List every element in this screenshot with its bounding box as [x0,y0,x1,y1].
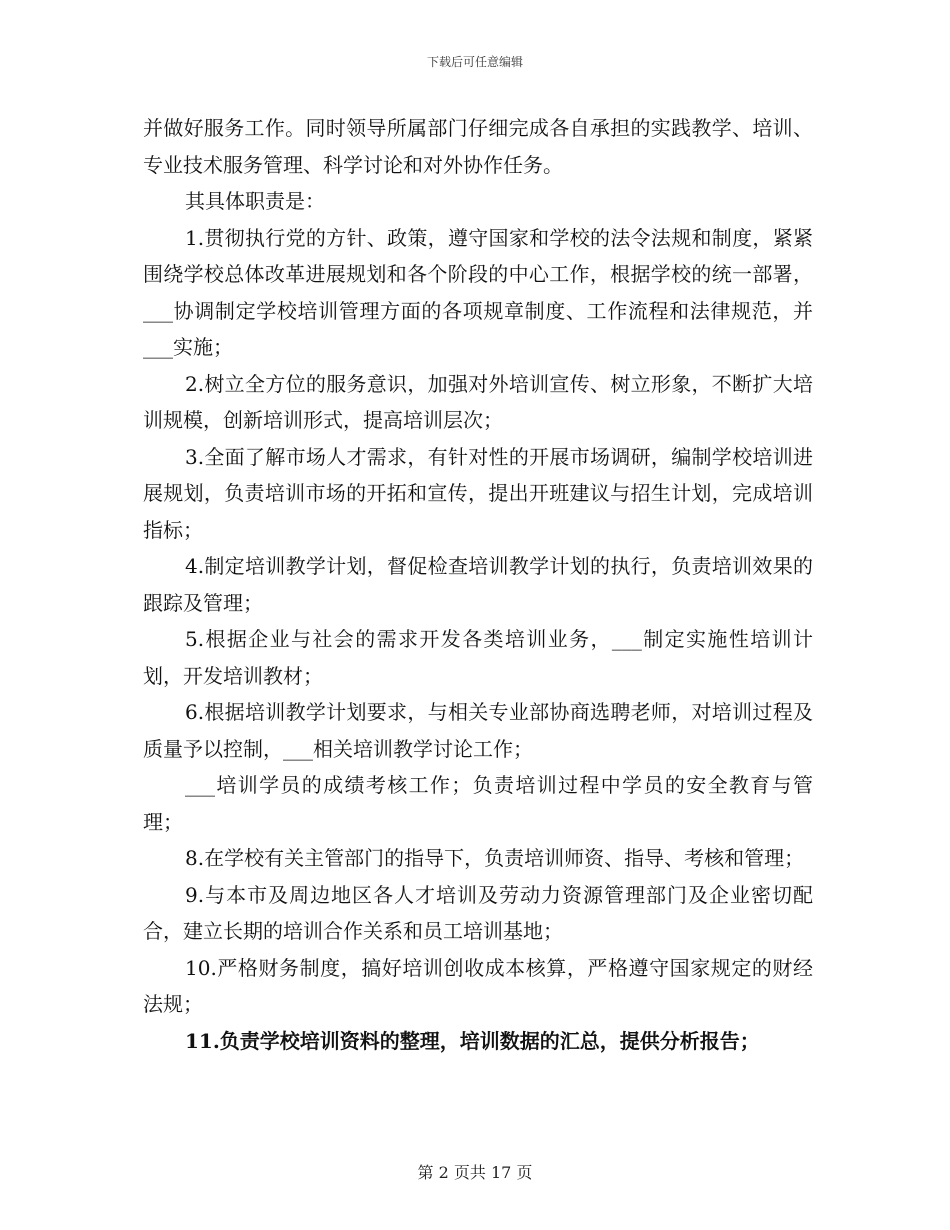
paragraph-duty-1: 1.贯彻执行党的方针、政策，遵守国家和学校的法令法规和制度，紧紧围绕学校总体改革进展规划和各个阶段的中心工作，根据学校的统一部署，___协调制定学校培训管理方面的各项规章制度、工作流程和法律规范，并___实施； [143,225,813,359]
paragraph-duty-8: 8.在学校有关主管部门的指导下，负责培训师资、指导、考核和管理； [185,846,805,870]
paragraph-duty-4: 4.制定培训教学计划，督促检查培训教学计划的执行，负责培训效果的跟踪及管理； [143,554,813,615]
page-header-note: 下载后可任意编辑 [426,55,523,69]
paragraph-duty-3: 3.全面了解市场人才需求，有针对性的开展市场调研，编制学校培训进展规划，负责培训市场的开拓和宣传，提出开班建议与招生计划，完成培训指标； [143,444,813,542]
paragraph-duty-2: 2.树立全方位的服务意识，加强对外培训宣传、树立形象，不断扩大培训规模，创新培训形式，提高培训层次； [143,371,813,432]
paragraph-duty-6: 6.根据培训教学计划要求，与相关专业部协商选聘老师，对培训过程及质量予以控制，___相关培训教学讨论工作； [143,700,813,761]
paragraph-duty-9: 9.与本市及周边地区各人才培训及劳动力资源管理部门及企业密切配合，建立长期的培训合作关系和员工培训基地； [143,882,813,943]
paragraph-duty-5: 5.根据企业与社会的需求开发各类培训业务，___制定实施性培训计划，开发培训教材； [143,627,813,688]
page-number-footer: 第 2 页共 17 页 [417,1163,533,1182]
paragraph-continuation: 并做好服务工作。同时领导所属部门仔细完成各自承担的实践教学、培训、专业技术服务管理、科学讨论和对外协作任务。 [143,116,813,177]
paragraph-duty-10: 10.严格财务制度，搞好培训创收成本核算，严格遵守国家规定的财经法规； [143,955,813,1016]
paragraph-duty-7: ___培训学员的成绩考核工作；负责培训过程中学员的安全教育与管理； [143,773,813,834]
document-body [143,110,813,1059]
paragraph-duty-11: 11.负责学校培训资料的整理，培训数据的汇总，提供分析报告； [185,1028,760,1053]
paragraph-duties-intro: 其具体职责是： [185,189,325,213]
